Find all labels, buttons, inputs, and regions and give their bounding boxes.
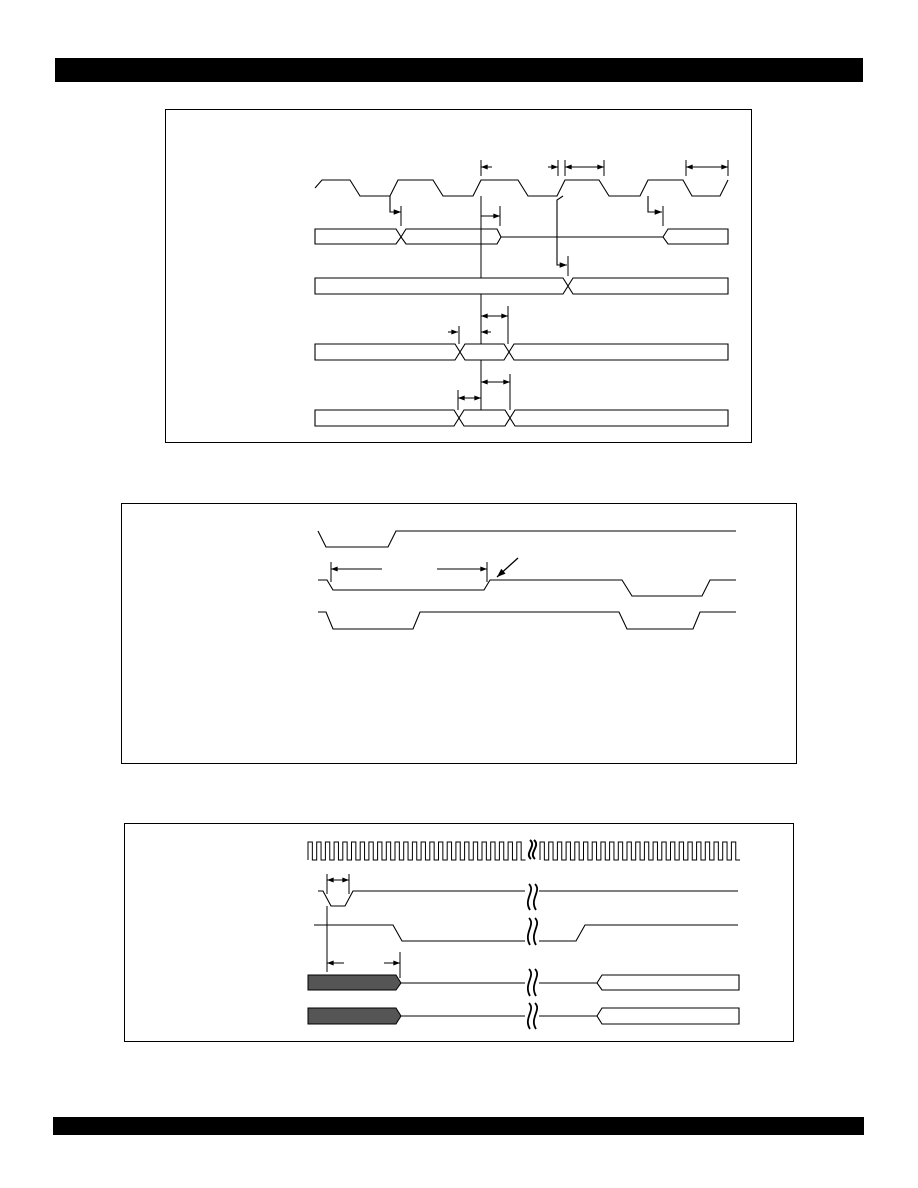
signal-3-row-5 [597, 1008, 739, 1024]
clock-pulse-train [540, 842, 740, 860]
break-clock [529, 840, 536, 859]
signal-3-row-4 [597, 975, 739, 990]
signal-3-row-5-filled [308, 1008, 401, 1024]
signal-3-row-4-filled [308, 975, 401, 990]
clock-pulse-train [308, 842, 526, 860]
break-symbols [525, 883, 539, 1031]
fast-clock-signal [308, 842, 740, 860]
